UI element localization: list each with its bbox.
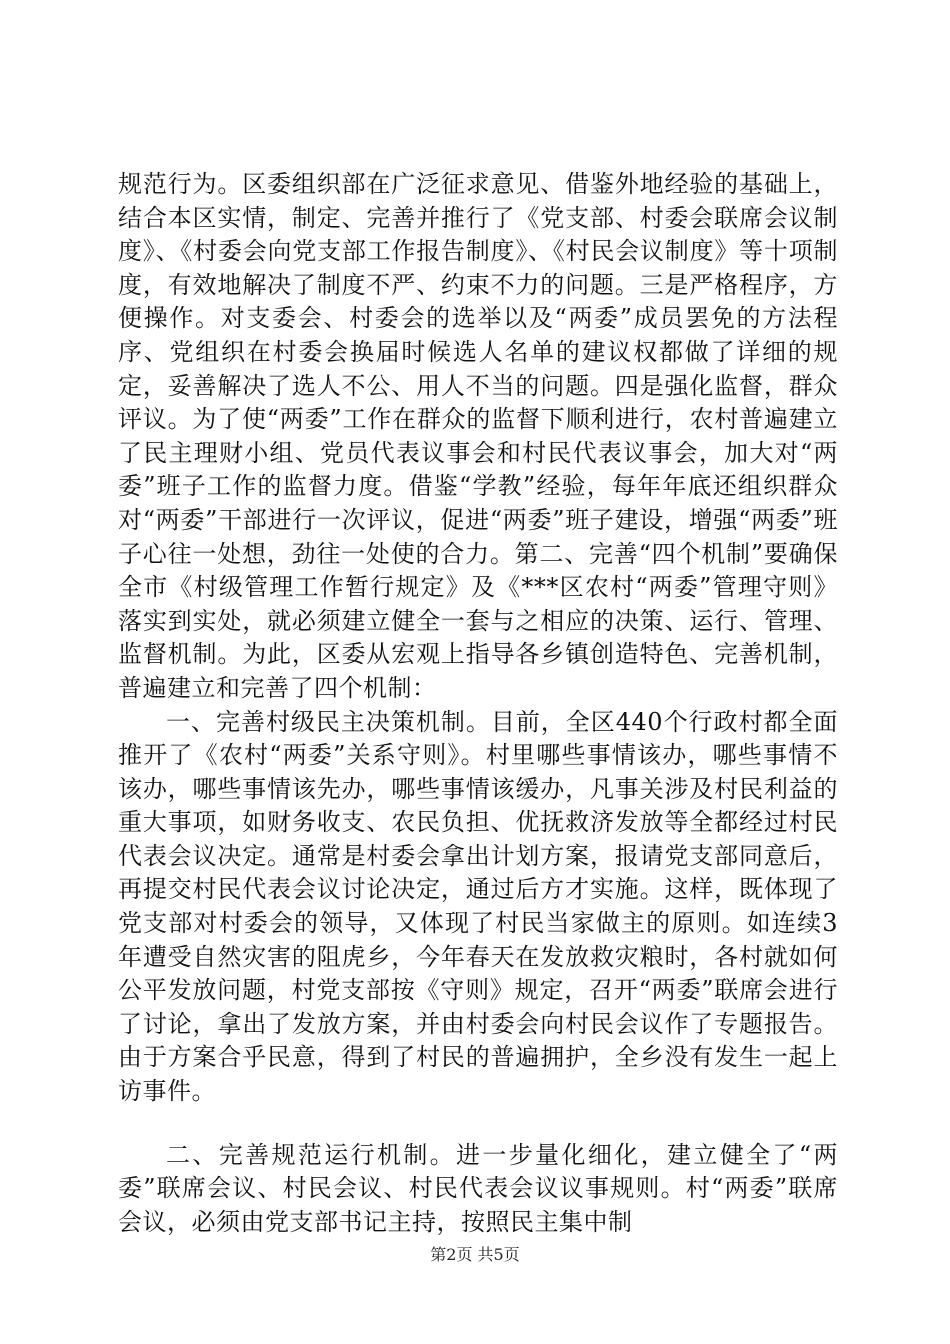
page-footer: 第2页 共5页 bbox=[430, 1245, 520, 1264]
paragraph-decision-mechanism: 一、完善村级民主决策机制。目前，全区440个行政村都全面推开了《农村“两委”关系守则》。村里哪些事情该办，哪些事情不该办，哪些事情该先办，哪些事情该缓办，凡事关涉及村民利益的重大事项，如财务收支、农民负担、优抚救济发放等全都经过村民代表会议决定。通常是村委会拿出计划方案，报请党支部同意后，再提交村民代表会议讨论决定，通过后方才实施。这样，既体现了党支部对村委会的领导，又体现了村民当家做主的原则。如连续3年遭受自然灾害的阻虎乡，今年春天在发放救灾粮时，各村就如何公平发放问题，村党支部按《守则》规定，召开“两委”联席会进行了讨论，拿出了发放方案，并由村委会向村民会议作了专题报告。由于方案合乎民意，得到了村民的普遍拥护，全乡没有发生一起上访事件。 bbox=[118, 707, 838, 1106]
document-body bbox=[118, 168, 838, 1239]
paragraph-continuation: 规范行为。区委组织部在广泛征求意见、借鉴外地经验的基础上，结合本区实情，制定、完善并推行了《党支部、村委会联席会议制度》、《村委会向党支部工作报告制度》、《村民会议制度》等十项制度，有效地解决了制度不严、约束不力的问题。三是严格程序，方便操作。对支委会、村委会的选举以及“两委”成员罢免的方法程序、党组织在村委会换届时候选人名单的建议权都做了详细的规定，妥善解决了选人不公、用人不当的问题。四是强化监督，群众评议。为了使“两委”工作在群众的监督下顺利进行，农村普遍建立了民主理财小组、党员代表议事会和村民代表议事会，加大对“两委”班子工作的监督力度。借鉴“学教”经验，每年年底还组织群众对“两委”干部进行一次评议，促进“两委”班子建设，增强“两委”班子心往一处想，劲往一处使的合力。第二、完善“四个机制”要确保全市《村级管理工作暂行规定》及《***区农村“两委”管理守则》落实到实处，就必须建立健全一套与之相应的决策、运行、管理、监督机制。为此，区委从宏观上指导各乡镇创造特色、完善机制，普遍建立和完善了四个机制： bbox=[118, 170, 838, 702]
paragraph-operation-mechanism: 二、完善规范运行机制。进一步量化细化，建立健全了“两委”联席会议、村民会议、村民代表会议议事规则。村“两委”联席会议，必须由党支部书记主持，按照民主集中制 bbox=[118, 1140, 838, 1236]
